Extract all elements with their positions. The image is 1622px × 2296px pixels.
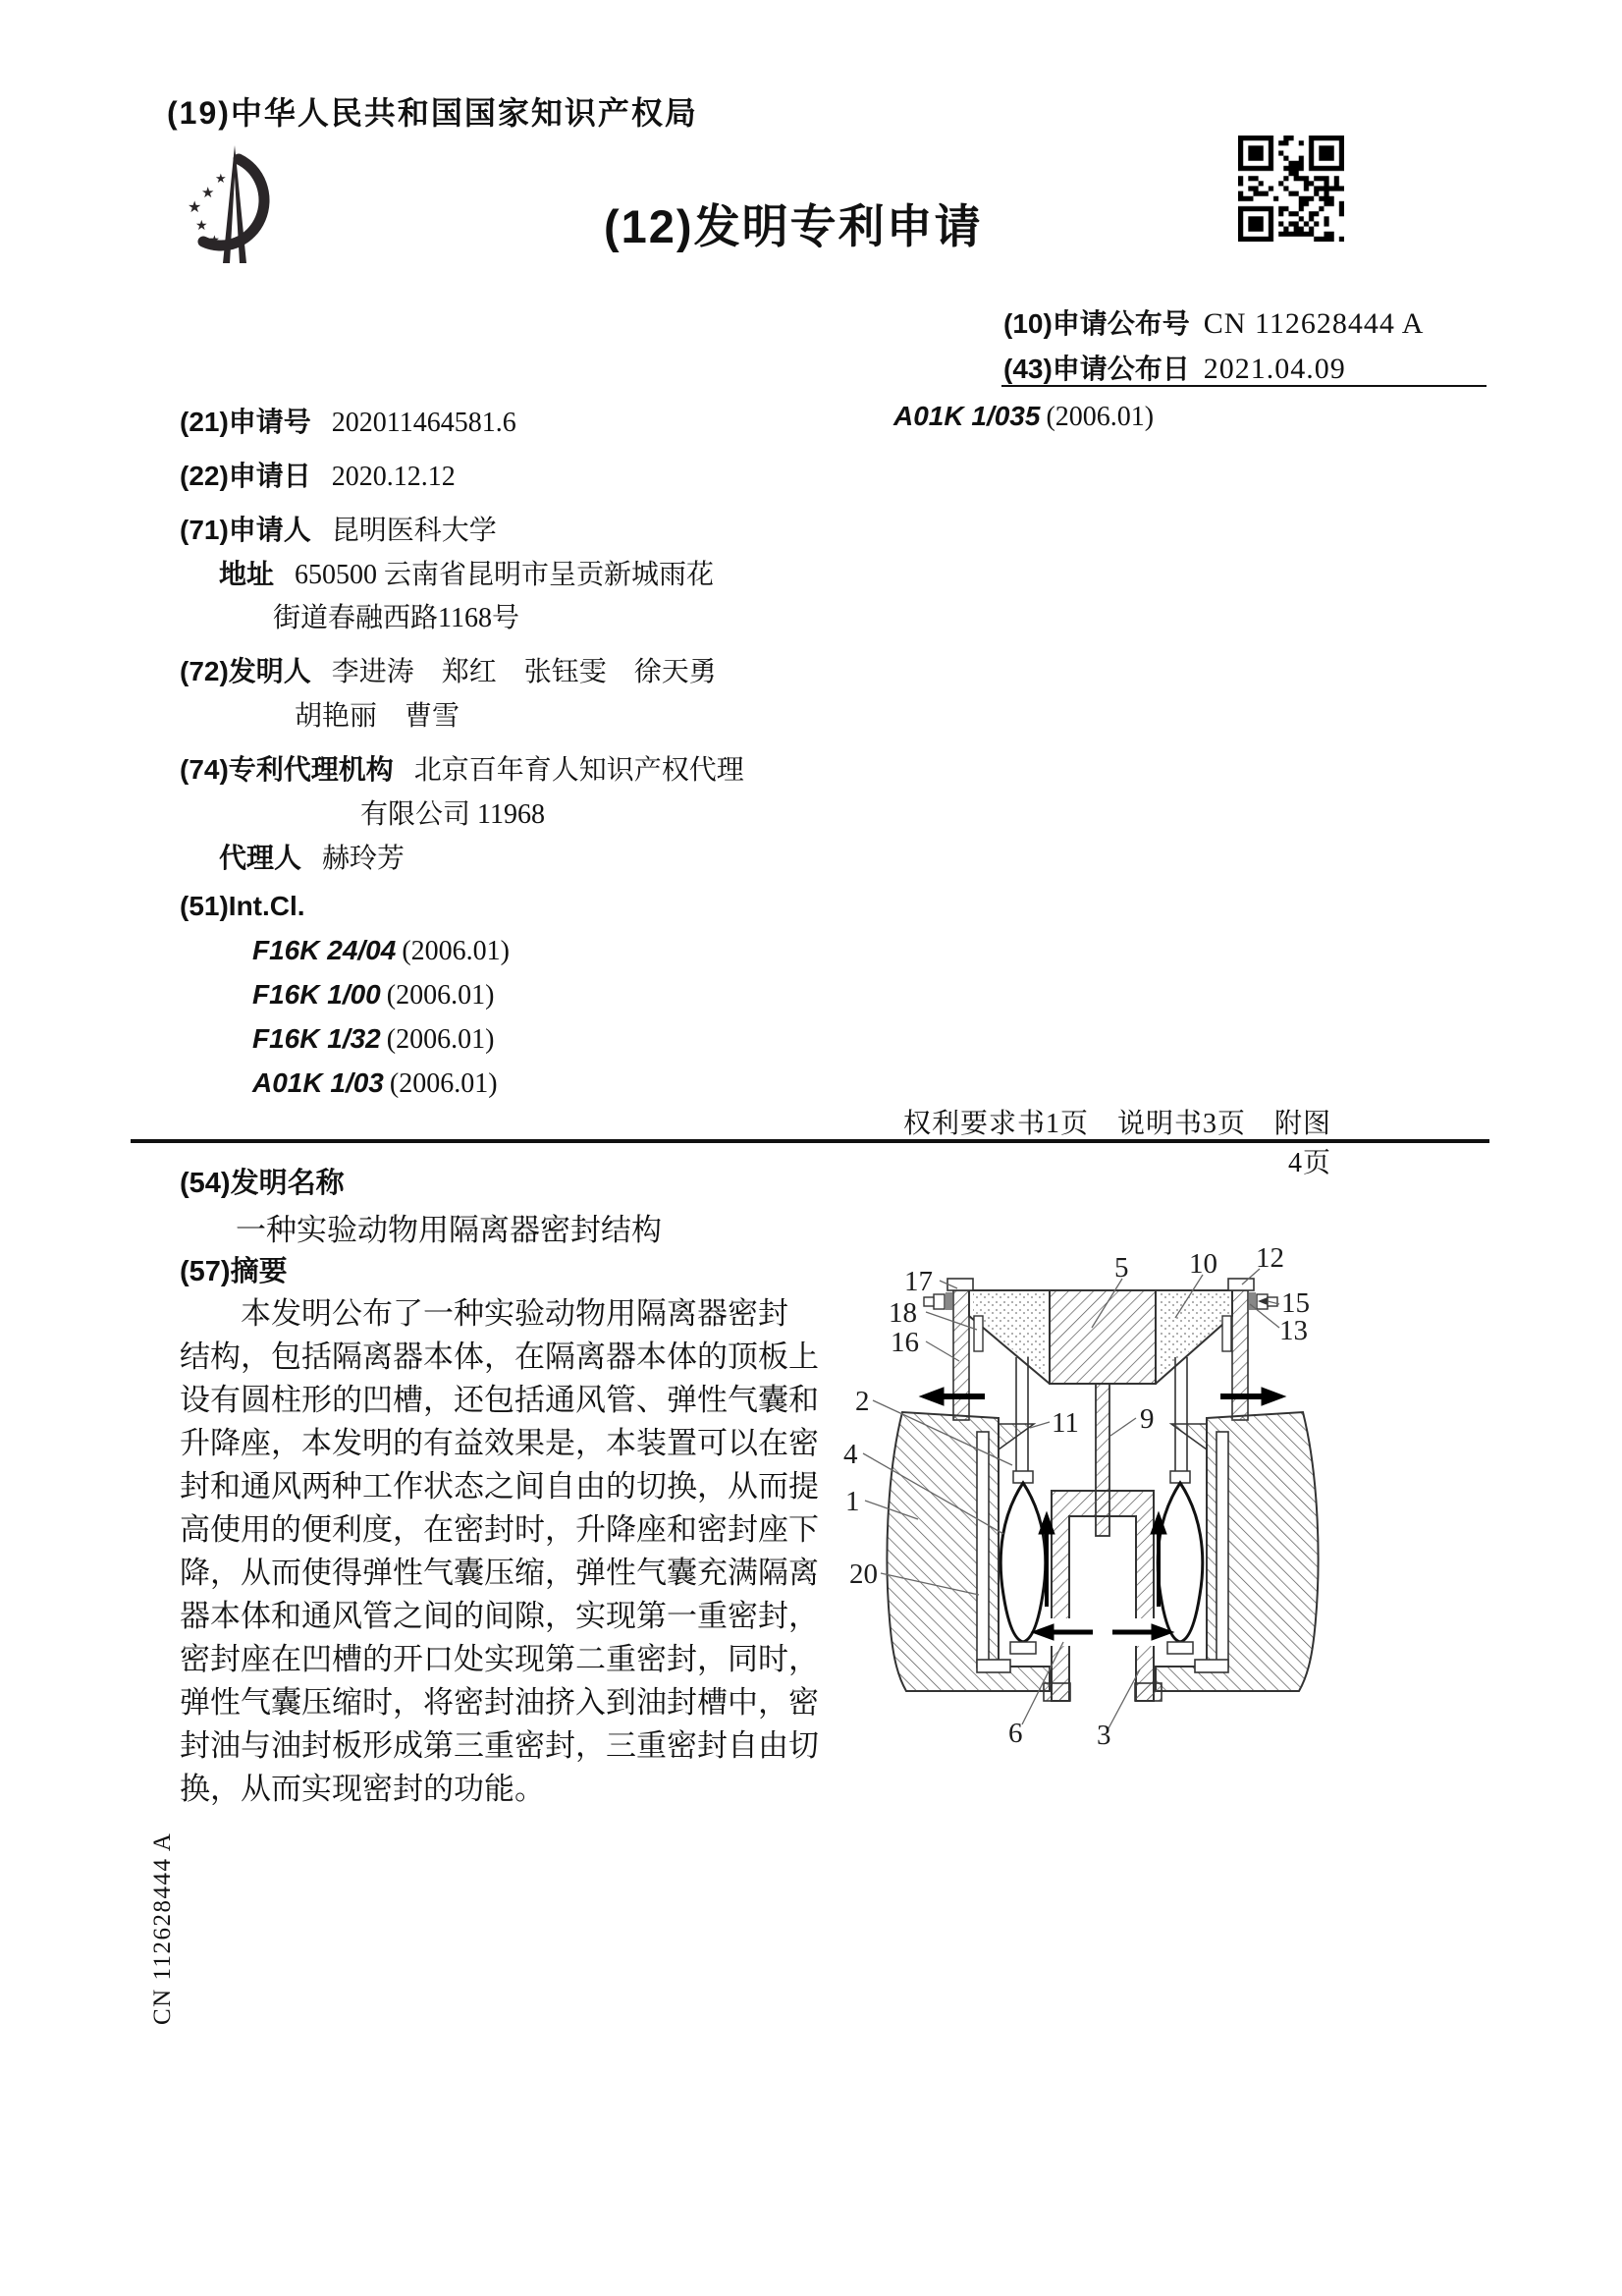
svg-text:★: ★ <box>215 172 227 187</box>
publication-date-value: 2021.04.09 <box>1203 353 1346 385</box>
fig-label-12: 12 <box>1256 1242 1284 1274</box>
applicant-label: (71)申请人 <box>180 515 311 545</box>
fig-label-17: 17 <box>904 1266 933 1297</box>
intcl-primary-code: A01K 1/035 <box>893 401 1041 431</box>
fig-left-bolt-head <box>924 1297 934 1306</box>
abstract-line: 密封座在凹槽的开口处实现第二重密封，同时， <box>180 1642 819 1676</box>
inventors-row <box>180 650 717 689</box>
agent-label: 代理人 <box>219 843 302 873</box>
fig-label-11: 11 <box>1052 1407 1079 1439</box>
fig-left-post <box>953 1290 969 1420</box>
qr-code-canvas <box>1238 136 1344 242</box>
intcl-item-date: (2006.01) <box>386 980 495 1011</box>
abstract-line: 封油与油封板形成第三重密封，三重密封自由切 <box>180 1728 819 1763</box>
side-publication-code: CN 112628444 A <box>149 1831 176 2025</box>
address-label: 地址 <box>219 559 275 589</box>
application-number-value: 202011464581.6 <box>331 408 516 438</box>
application-date-label: (22)申请日 <box>180 461 311 491</box>
patent-office-name: (19)中华人民共和国国家知识产权局 <box>167 95 698 131</box>
fig-label-4: 4 <box>843 1439 858 1470</box>
fig-left-washer <box>946 1292 952 1310</box>
publication-number-row <box>1003 302 1424 342</box>
fig-seal-seat <box>1050 1290 1156 1384</box>
abstract-line: 结构，包括隔离器本体，在隔离器本体的顶板上 <box>180 1339 819 1374</box>
intcl-label: (51)Int.Cl. <box>180 891 305 921</box>
fig-label-2: 2 <box>855 1386 870 1417</box>
application-number-label: (21)申请号 <box>180 407 311 437</box>
fig-label-3: 3 <box>1097 1720 1111 1751</box>
address-value-line2: 街道春融西路1168号 <box>273 603 519 633</box>
fig-label-16: 16 <box>891 1327 919 1358</box>
fig-right-post <box>1232 1290 1248 1420</box>
agent-row <box>180 837 405 876</box>
header-divider <box>1001 385 1487 387</box>
fig-right-cap <box>1228 1279 1254 1290</box>
svg-text:★: ★ <box>188 197 202 216</box>
abstract-line: 器本体和通风管之间的间隙，实现第一重密封， <box>180 1599 819 1633</box>
fig-arrow-right <box>1220 1388 1285 1405</box>
publication-number-value: CN 112628444 A <box>1203 307 1425 340</box>
intcl-item-date: (2006.01) <box>389 1068 498 1099</box>
inventors-row-2 <box>180 694 460 734</box>
svg-text:★: ★ <box>209 233 220 246</box>
intcl-item-code: F16K 24/04 <box>252 935 397 965</box>
fig-bladder-left <box>1000 1483 1046 1642</box>
main-divider <box>131 1139 1489 1143</box>
agency-row <box>180 748 744 788</box>
fig-label-20: 20 <box>849 1558 878 1590</box>
document-type-title: (12)发明专利申请 <box>604 200 983 252</box>
invention-title: 一种实验动物用隔离器密封结构 <box>236 1213 662 1247</box>
application-date-row <box>180 455 456 494</box>
fig-bladder-right <box>1158 1483 1203 1642</box>
patent-figure <box>830 1230 1483 1804</box>
intcl-item-code: F16K 1/32 <box>252 1023 381 1054</box>
intcl-item-row <box>180 1067 498 1100</box>
fig-oil-groove-left <box>977 1432 989 1667</box>
applicant-value: 昆明医科大学 <box>331 516 497 546</box>
abstract-line: 弹性气囊压缩时，将密封油挤入到油封槽中，密 <box>180 1685 819 1720</box>
inventors-line2: 胡艳丽 曹雪 <box>295 701 460 732</box>
intcl-item-row <box>180 1023 494 1056</box>
publication-date-row <box>1003 348 1346 387</box>
abstract-line: 降，从而使得弹性气囊压缩，弹性气囊充满隔离 <box>180 1556 819 1590</box>
fig-oil-groove-right-foot <box>1195 1660 1228 1672</box>
abstract-text <box>180 1292 819 1811</box>
fig-label-1: 1 <box>845 1486 860 1517</box>
inventors-label: (72)发明人 <box>180 656 311 686</box>
fig-label-10: 10 <box>1189 1248 1217 1280</box>
svg-text:★: ★ <box>201 184 215 201</box>
intcl-row <box>180 891 305 923</box>
fig-wedge-right <box>1171 1424 1207 1449</box>
fig-label-6: 6 <box>1008 1718 1023 1749</box>
abstract-line: 封和通风两种工作状态之间自由的切换，从而提 <box>180 1469 819 1503</box>
intcl-item-row <box>180 979 494 1011</box>
fig-seat-flange-left <box>1044 1683 1070 1701</box>
agent-value: 赫玲芳 <box>322 844 406 874</box>
fig-bladder-left-base <box>1010 1642 1036 1654</box>
fig-seat-flange-right <box>1135 1683 1162 1701</box>
agency-line1: 北京百年育人知识产权代理 <box>413 755 744 786</box>
fig-label-18: 18 <box>889 1297 917 1329</box>
abstract-line: 换，从而实现密封的功能。 <box>180 1772 545 1806</box>
fig-label-9: 9 <box>1140 1403 1155 1435</box>
publication-number-label: (10)申请公布号 <box>1003 308 1190 339</box>
invention-title-label: (54)发明名称 <box>180 1168 345 1199</box>
fig-label-5: 5 <box>1114 1252 1129 1284</box>
abstract-line: 升降座，本发明的有益效果是，本装置可以在密 <box>180 1426 819 1460</box>
intcl-item-date: (2006.01) <box>386 1024 495 1055</box>
address-value-line1: 650500 云南省昆明市呈贡新城雨花 <box>295 560 715 590</box>
agency-line2: 有限公司 11968 <box>360 799 545 830</box>
application-date-value: 2020.12.12 <box>331 462 456 492</box>
intcl-item-row <box>180 935 510 967</box>
fig-label-15: 15 <box>1281 1287 1310 1319</box>
abstract-label: (57)摘要 <box>180 1256 288 1287</box>
abstract-line: 设有圆柱形的凹槽，还包括通风管、弹性气囊和 <box>180 1383 819 1417</box>
intcl-item-code: F16K 1/00 <box>252 979 381 1010</box>
fig-oil-groove-left-foot <box>977 1660 1010 1672</box>
logo-stars <box>188 172 227 246</box>
agency-label: (74)专利代理机构 <box>180 754 394 785</box>
application-number-row <box>180 401 516 440</box>
fig-bladder-right-base <box>1167 1642 1193 1654</box>
qr-code <box>1238 136 1344 242</box>
intcl-primary-date: (2006.01) <box>1046 402 1155 432</box>
fig-left-rod <box>974 1316 983 1351</box>
pages-info: 权利要求书1页 说明书3页 附图4页 <box>903 1109 1332 1178</box>
fig-label-13: 13 <box>1279 1315 1308 1346</box>
address-row <box>180 553 714 592</box>
fig-left-bolt <box>934 1294 945 1309</box>
inventors-line1: 李进涛 郑红 张钰雯 徐天勇 <box>331 657 717 687</box>
applicant-row <box>180 509 497 548</box>
address-row-2 <box>180 596 519 635</box>
fig-oil-groove-right <box>1216 1432 1228 1667</box>
abstract-line: 高使用的便利度，在密封时，升降座和密封座下 <box>180 1512 819 1547</box>
svg-text:★: ★ <box>195 218 208 234</box>
fig-left-cap <box>947 1279 973 1290</box>
fig-seal-oil-left <box>973 1292 1047 1377</box>
intcl-item-date: (2006.01) <box>402 936 510 966</box>
agency-row-2 <box>180 793 545 832</box>
publication-date-label: (43)申请公布日 <box>1003 354 1190 384</box>
fig-arrow-left <box>920 1388 985 1405</box>
cnipa-logo-icon <box>180 143 288 267</box>
intcl-primary-row <box>893 401 1154 433</box>
intcl-item-code: A01K 1/03 <box>252 1067 384 1098</box>
fig-seal-oil-right <box>1159 1292 1230 1377</box>
abstract-line: 本发明公布了一种实验动物用隔离器密封 <box>241 1296 788 1331</box>
fig-right-rod <box>1222 1316 1231 1351</box>
